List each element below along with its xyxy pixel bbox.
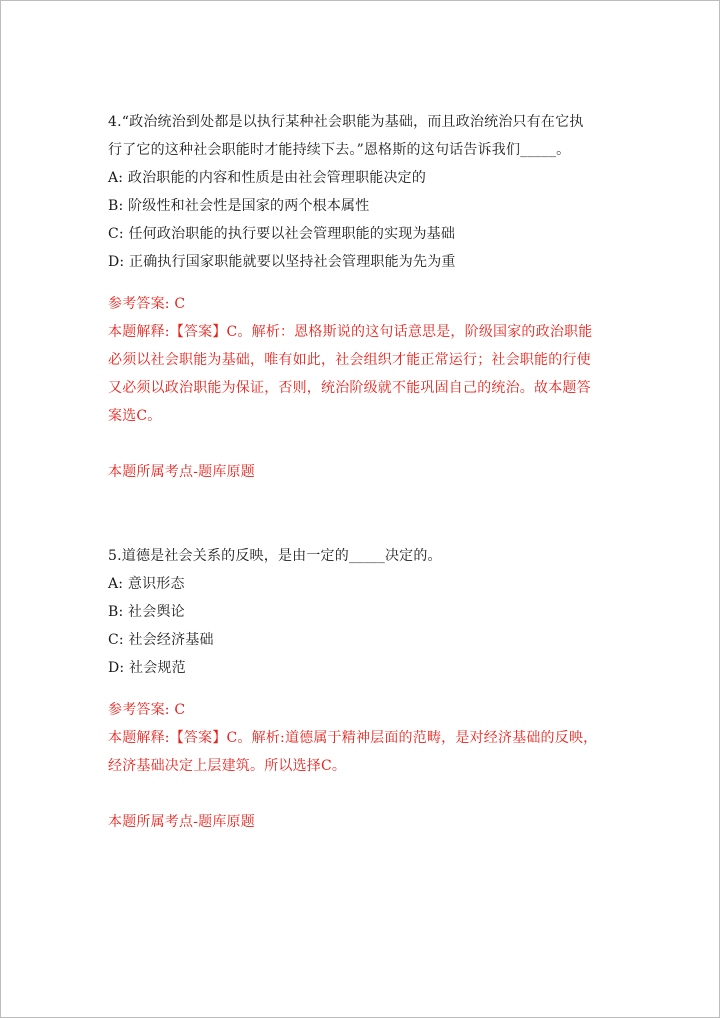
option-c: C: 社会经济基础 <box>108 632 214 648</box>
explanation-line: 必须以社会职能为基础，唯有如此，社会组织才能正常运行；社会职能的行使 <box>108 352 591 368</box>
option-b: B: 社会舆论 <box>108 604 185 620</box>
source-note: 本题所属考点-题库原题 <box>108 814 255 830</box>
option-a: A: 意识形态 <box>108 576 185 592</box>
explanation-line: 本题解释:【答案】C。解析：恩格斯说的这句话意思是，阶级国家的政治职能 <box>108 324 593 340</box>
option-d: D: 正确执行国家职能就要以坚持社会管理职能为先为重 <box>108 254 456 270</box>
answer-label: 参考答案: C <box>108 296 186 312</box>
spacer <box>108 682 618 696</box>
question-stem-line: 行了它的这种社会职能时才能持续下去。”恩格斯的这句话告诉我们_____。 <box>108 142 571 158</box>
option-b: B: 阶级性和社会性是国家的两个根本属性 <box>108 198 370 214</box>
option-c: C: 任何政治职能的执行要以社会管理职能的实现为基础 <box>108 226 456 242</box>
explanation-line: 又必须以政治职能为保证，否则，统治阶级就不能巩固自己的统治。故本题答 <box>108 380 591 396</box>
spacer <box>108 430 618 458</box>
explanation-line: 本题解释:【答案】C。解析:道德属于精神层面的范畴，是对经济基础的反映， <box>108 730 598 746</box>
spacer <box>108 276 618 290</box>
option-a: A: 政治职能的内容和性质是由社会管理职能决定的 <box>108 170 427 186</box>
question-stem-line: 5.道德是社会关系的反映，是由一定的_____决定的。 <box>108 548 442 564</box>
document-content <box>108 108 618 836</box>
question-5 <box>108 542 618 836</box>
spacer <box>108 486 618 542</box>
option-d: D: 社会规范 <box>108 660 186 676</box>
question-4 <box>108 108 618 486</box>
source-note: 本题所属考点-题库原题 <box>108 464 255 480</box>
explanation-line: 经济基础决定上层建筑。所以选择C。 <box>108 758 347 774</box>
spacer <box>108 780 618 808</box>
question-stem-line: 4.“政治统治到处都是以执行某种社会职能为基础，而且政治统治只有在它执 <box>108 114 584 130</box>
explanation-line: 案选C。 <box>108 408 162 424</box>
answer-label: 参考答案: C <box>108 702 186 718</box>
